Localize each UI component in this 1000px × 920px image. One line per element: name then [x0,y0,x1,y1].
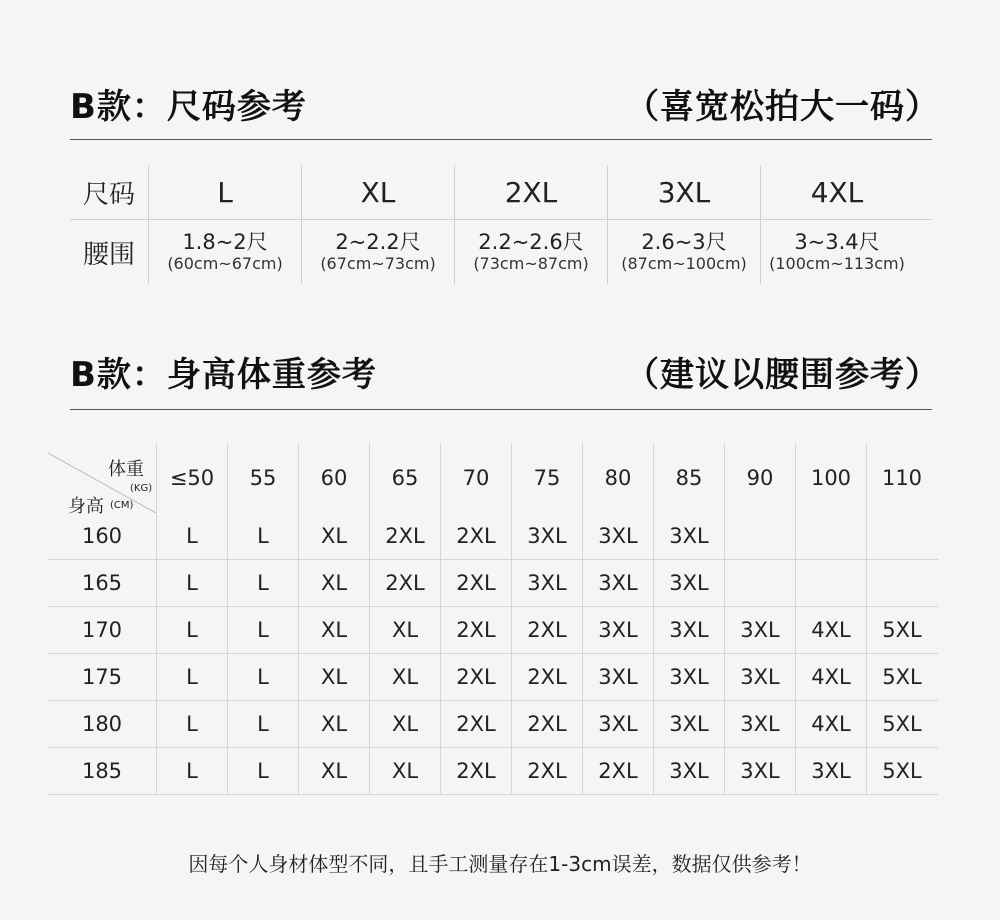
size-recommendation-cell: 2XL [440,701,511,747]
section-title: B款：尺码参考 [70,86,307,127]
waist-cell [760,220,913,284]
table-row [48,701,938,748]
size-recommendation-cell [724,513,795,559]
size-recommendation-cell: 2XL [440,607,511,653]
section-heading-body [70,346,940,396]
height-weight-table [48,443,938,795]
weight-header-cell: 55 [227,443,298,513]
height-cell: 170 [81,618,123,642]
size-recommendation-cell: 3XL [795,748,866,794]
waist-row-label: 腰围 [82,239,135,270]
size-recommendation-cell: L [156,701,227,747]
size-recommendation-cell: L [227,607,298,653]
size-recommendation-cell: 3XL [582,513,653,559]
height-cell: 165 [81,571,123,595]
size-row-label: 尺码 [82,179,135,210]
corner-header-cell [48,443,156,517]
size-recommendation-cell: 2XL [440,513,511,559]
weight-unit: (KG) [130,483,153,494]
waist-sub: (73cm~87cm) [473,254,589,273]
size-recommendation-cell: 5XL [866,701,937,747]
size-recommendation-cell: XL [298,513,369,559]
size-recommendation-cell: 5XL [866,607,937,653]
waist-main: 2.6~3尺 [641,230,727,254]
table-row [48,748,938,795]
table-row [48,654,938,701]
waist-cell [148,220,301,284]
size-recommendation-cell: XL [298,654,369,700]
size-row [70,165,932,220]
size-recommendation-cell [724,560,795,606]
size-recommendation-cell: 3XL [582,654,653,700]
waist-cell [301,220,454,284]
size-recommendation-cell: 5XL [866,654,937,700]
size-recommendation-cell: 3XL [511,560,582,606]
weight-header-cell: 85 [653,443,724,513]
waist-main: 1.8~2尺 [182,230,268,254]
size-recommendation-cell: L [227,560,298,606]
size-recommendation-cell: 2XL [440,560,511,606]
footer-note: 因每个人身材体型不同，且手工测量存在1-3cm误差，数据仅供参考！ [188,852,812,876]
size-recommendation-cell: 3XL [653,607,724,653]
divider [70,139,932,140]
height-cell: 160 [81,524,123,548]
size-recommendation-cell: L [156,560,227,606]
table-row [48,607,938,654]
weight-label: 体重 [108,459,144,480]
size-recommendation-cell: XL [298,607,369,653]
height-unit: (CM) [110,500,134,511]
waist-sub: (67cm~73cm) [320,254,436,273]
size-recommendation-cell: 2XL [369,560,440,606]
weight-header-cell: 110 [866,443,937,513]
divider [70,409,932,410]
waist-sub: (87cm~100cm) [621,254,747,273]
table-body [48,513,938,795]
size-recommendation-cell: L [227,654,298,700]
size-recommendation-cell [866,513,937,559]
height-cell: 180 [81,712,123,736]
size-recommendation-cell: 4XL [795,654,866,700]
weight-header-row [48,443,938,517]
size-recommendation-cell: 3XL [511,513,582,559]
size-cell: XL [301,165,454,219]
size-recommendation-cell: XL [298,748,369,794]
table-row [48,513,938,560]
size-recommendation-cell: XL [369,701,440,747]
size-recommendation-cell [866,560,937,606]
size-recommendation-cell: 3XL [724,701,795,747]
waist-cell [607,220,760,284]
size-cell: 2XL [454,165,607,219]
size-recommendation-cell [795,560,866,606]
size-recommendation-cell: 2XL [440,654,511,700]
size-recommendation-cell: 3XL [653,748,724,794]
size-recommendation-cell: 3XL [724,607,795,653]
section-title: B款：身高体重参考 [70,354,377,395]
height-label: 身高 [68,496,104,517]
size-recommendation-cell: 3XL [653,701,724,747]
size-recommendation-cell: 3XL [724,748,795,794]
size-recommendation-cell: 2XL [440,748,511,794]
size-cell: 3XL [607,165,760,219]
size-recommendation-cell [795,513,866,559]
size-recommendation-cell: XL [369,748,440,794]
weight-header-cell: 80 [582,443,653,513]
size-recommendation-cell: L [227,748,298,794]
waist-cell [454,220,607,284]
size-recommendation-cell: 2XL [511,654,582,700]
size-recommendation-cell: 2XL [369,513,440,559]
size-recommendation-cell: L [156,748,227,794]
weight-header-cell: 90 [724,443,795,513]
section-heading-size [70,78,940,128]
size-recommendation-cell: 4XL [795,701,866,747]
height-cell: 175 [81,665,123,689]
size-recommendation-cell: XL [369,654,440,700]
waist-main: 2.2~2.6尺 [478,230,584,254]
size-cell: L [148,165,301,219]
size-recommendation-cell: L [156,513,227,559]
size-recommendation-cell: 3XL [653,560,724,606]
size-recommendation-cell: XL [298,560,369,606]
waist-main: 2~2.2尺 [335,230,421,254]
size-recommendation-cell: 3XL [582,701,653,747]
table-row [48,560,938,607]
size-recommendation-cell: 2XL [511,748,582,794]
weight-header-cell: 100 [795,443,866,513]
size-recommendation-cell: XL [298,701,369,747]
size-recommendation-cell: 3XL [582,560,653,606]
weight-header-cell: ≤50 [156,443,227,513]
section-note: （建议以腰围参考） [625,354,940,395]
waist-sub: (60cm~67cm) [167,254,283,273]
size-recommendation-cell: 2XL [511,607,582,653]
size-recommendation-cell: XL [369,607,440,653]
size-recommendation-cell: 4XL [795,607,866,653]
weight-header-cell: 65 [369,443,440,513]
weight-header-cell: 75 [511,443,582,513]
waist-main: 3~3.4尺 [794,230,880,254]
weight-header-cell: 70 [440,443,511,513]
size-recommendation-cell: 2XL [582,748,653,794]
size-recommendation-cell: 3XL [653,654,724,700]
size-cell: 4XL [760,165,913,219]
size-recommendation-cell: L [156,607,227,653]
size-table [70,165,932,284]
size-recommendation-cell: L [227,701,298,747]
size-recommendation-cell: 5XL [866,748,937,794]
size-recommendation-cell: L [227,513,298,559]
size-recommendation-cell: L [156,654,227,700]
section-note: （喜宽松拍大一码） [625,86,940,127]
waist-row [70,220,932,284]
size-recommendation-cell: 3XL [653,513,724,559]
size-recommendation-cell: 3XL [724,654,795,700]
waist-sub: (100cm~113cm) [769,254,905,273]
height-cell: 185 [81,759,123,783]
weight-header-cell: 60 [298,443,369,513]
size-recommendation-cell: 3XL [582,607,653,653]
size-recommendation-cell: 2XL [511,701,582,747]
